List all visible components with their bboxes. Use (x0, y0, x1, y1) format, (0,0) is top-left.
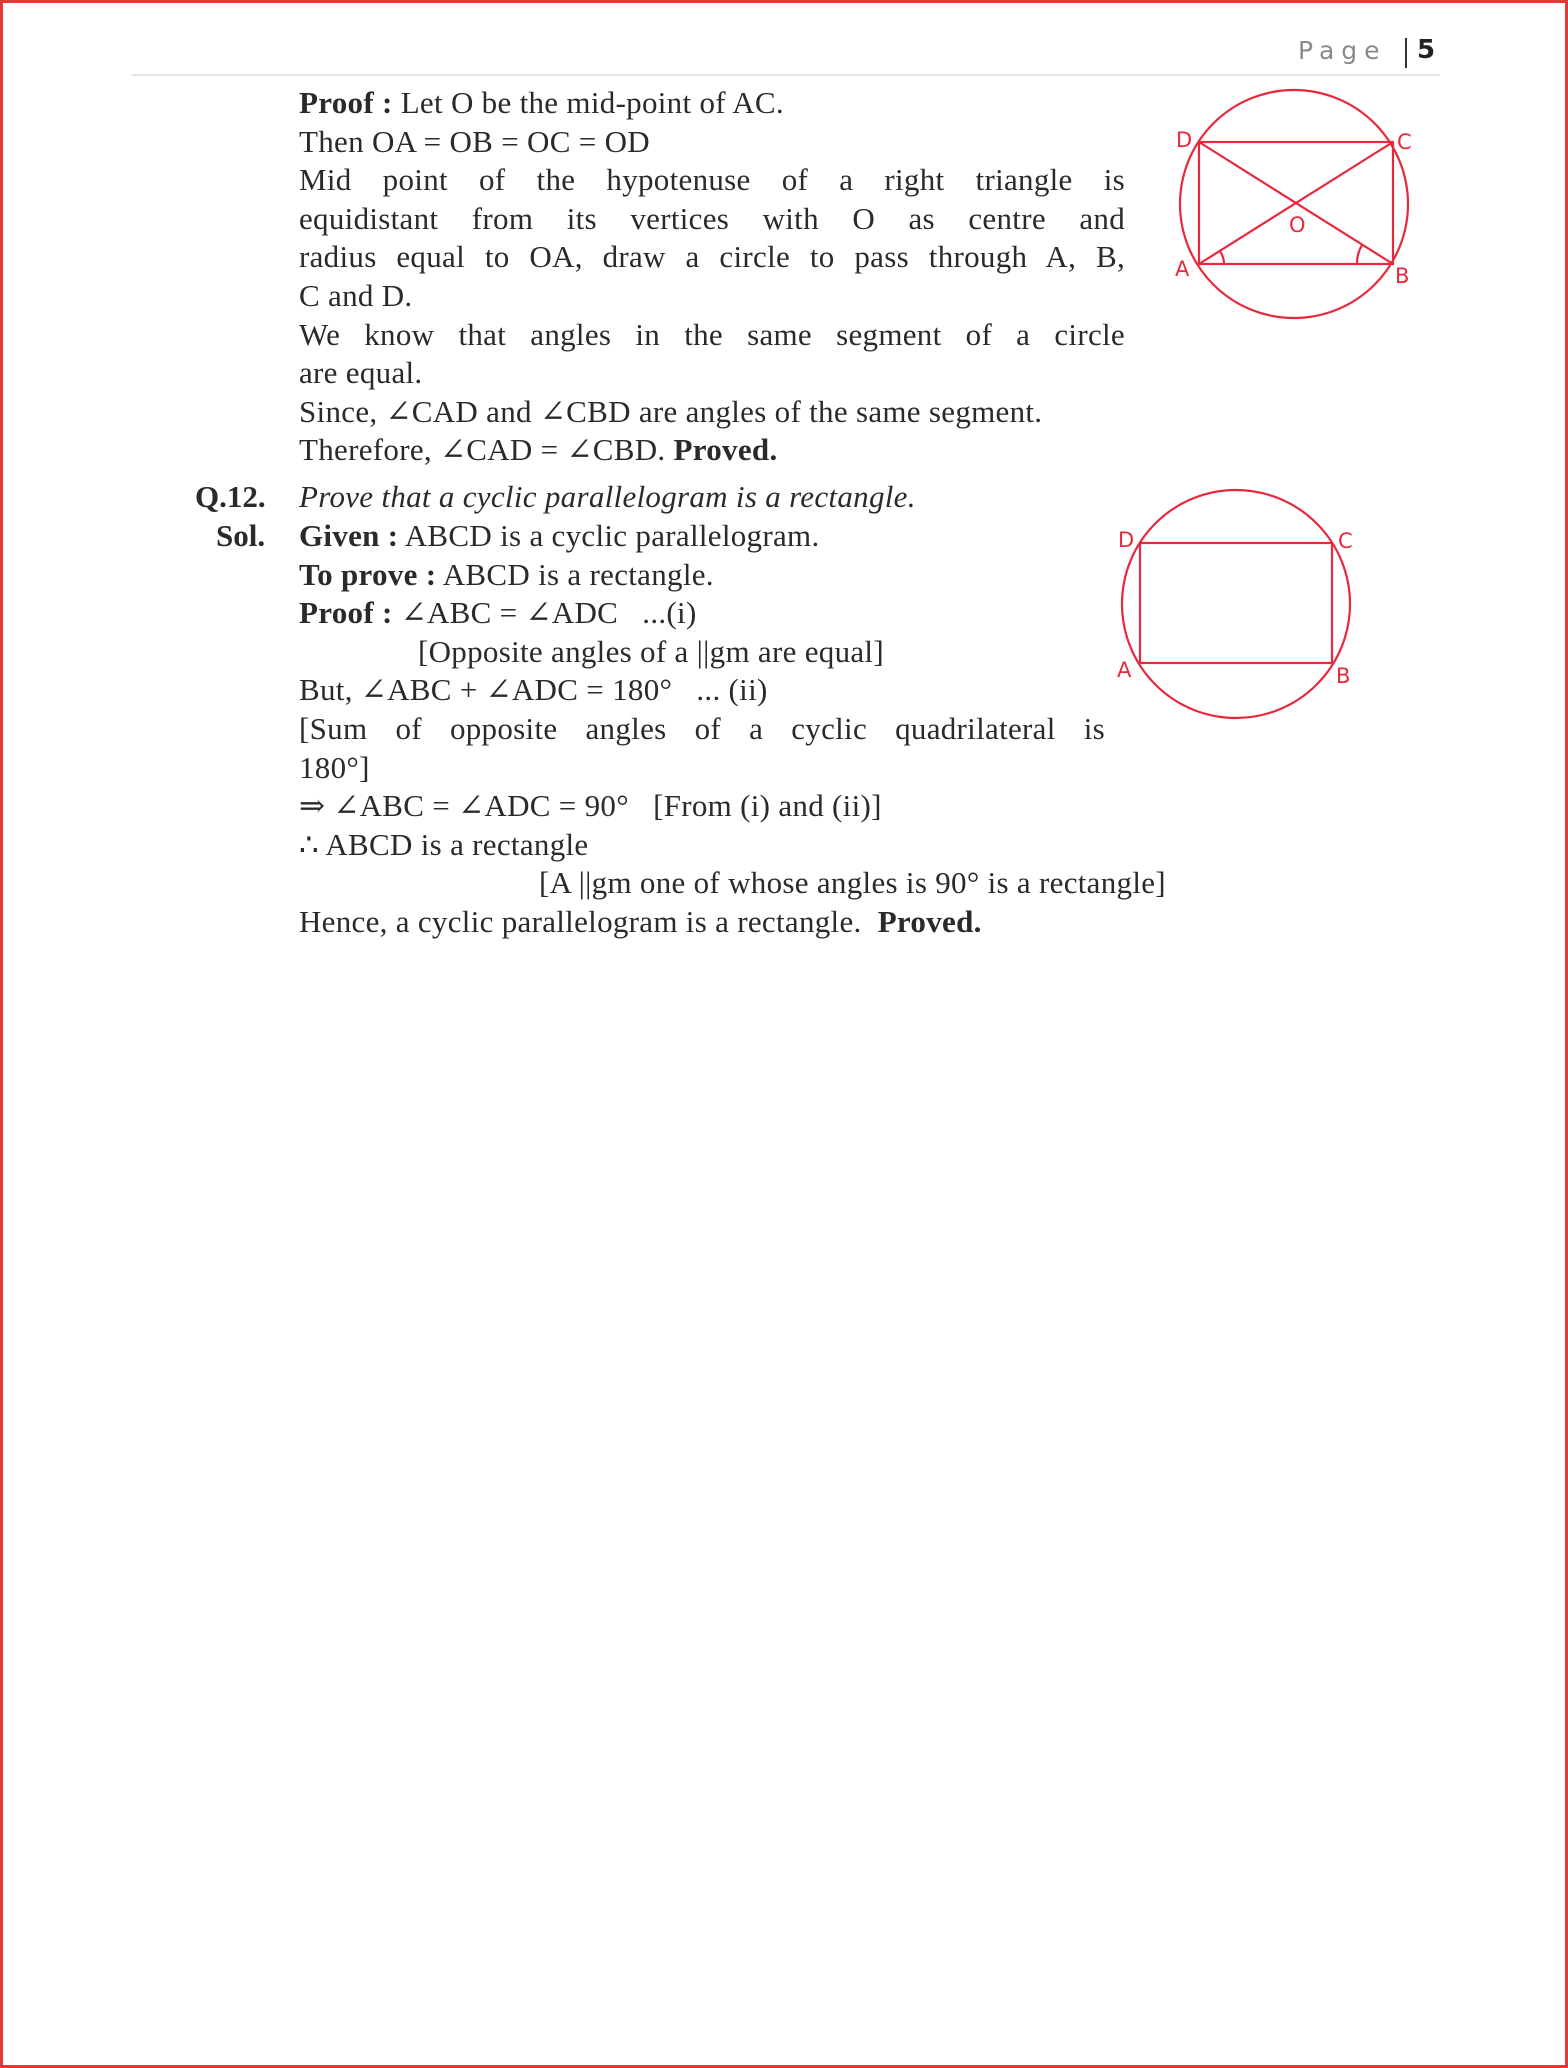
figure-rectangle-diagonals (1180, 90, 1408, 318)
bold-label: Proof : (299, 595, 393, 631)
text-segment: [A ||gm one of whose angles is 90° is a rectangle] (539, 865, 1166, 901)
text-segment: Hence, a cyclic parallelogram is a rectangle. (299, 904, 878, 939)
text-segment: C and D. (299, 278, 413, 313)
text-segment: Mid point of the hypotenuse of a right triangle is (299, 162, 1125, 198)
circumcircle-2 (1122, 490, 1350, 718)
page-number: 5 (1417, 35, 1436, 65)
text-segment: Then OA = OB = OC = OD (299, 123, 650, 159)
page-label: Page (1298, 36, 1387, 65)
text-segment: are equal. (299, 355, 423, 391)
label-d1: D (1176, 128, 1193, 152)
question-text: Prove that a cyclic parallelogram is a rectangle. (299, 479, 916, 514)
text-segment: radius equal to OA, draw a circle to pass through A, B, (299, 239, 1125, 275)
text-segment: Let O be the mid-point of AC. (392, 85, 784, 120)
text-segment: Therefore, ∠CAD = ∠CBD. (299, 432, 674, 468)
text-segment: ∠ABC = ∠ADC ...(i) (392, 595, 697, 631)
text-segment: equidistant from its vertices with O as centre and (299, 200, 1125, 236)
question-number: Q.12. (195, 479, 266, 514)
text-segment: ∴ ABCD is a rectangle (299, 826, 589, 862)
text-segment: But, ∠ABC + ∠ADC = 180° ... (ii) (299, 672, 768, 708)
rectangle-abcd-2 (1140, 543, 1332, 663)
text-segment: 180°] (299, 749, 370, 785)
label-c2: C (1338, 529, 1353, 553)
label-a1: A (1175, 257, 1190, 281)
figure-cyclic-rectangle (1122, 490, 1350, 718)
angle-arc-b (1357, 245, 1362, 264)
label-d2: D (1118, 528, 1135, 552)
solution-label: Sol. (216, 518, 266, 553)
label-b2: B (1336, 664, 1351, 688)
text-segment: We know that angles in the same segment of a circle (299, 316, 1125, 352)
text-segment: ABCD is a cyclic parallelogram. (398, 518, 820, 553)
bold-label: Proved. (877, 904, 982, 939)
label-b1: B (1395, 264, 1410, 288)
angle-arc-a (1220, 251, 1224, 264)
label-o: O (1289, 213, 1306, 237)
text-segment: [Sum of opposite angles of a cyclic quadrilateral is (299, 711, 1105, 746)
bold-label: Proved. (673, 432, 778, 468)
text-segment: ⇒ ∠ABC = ∠ADC = 90° [From (i) and (ii)] (299, 788, 882, 824)
text-segment: ABCD is a rectangle. (436, 556, 714, 592)
text-segment: Since, ∠CAD and ∠CBD are angles of the same segment. (299, 393, 1043, 429)
text-segment: [Opposite angles of a ||gm are equal] (418, 633, 884, 669)
bold-label: Proof : (299, 85, 393, 120)
bold-label: Given : (299, 518, 399, 553)
label-a2: A (1117, 658, 1132, 682)
label-c1: C (1397, 130, 1412, 154)
bold-label: To prove : (299, 556, 437, 592)
